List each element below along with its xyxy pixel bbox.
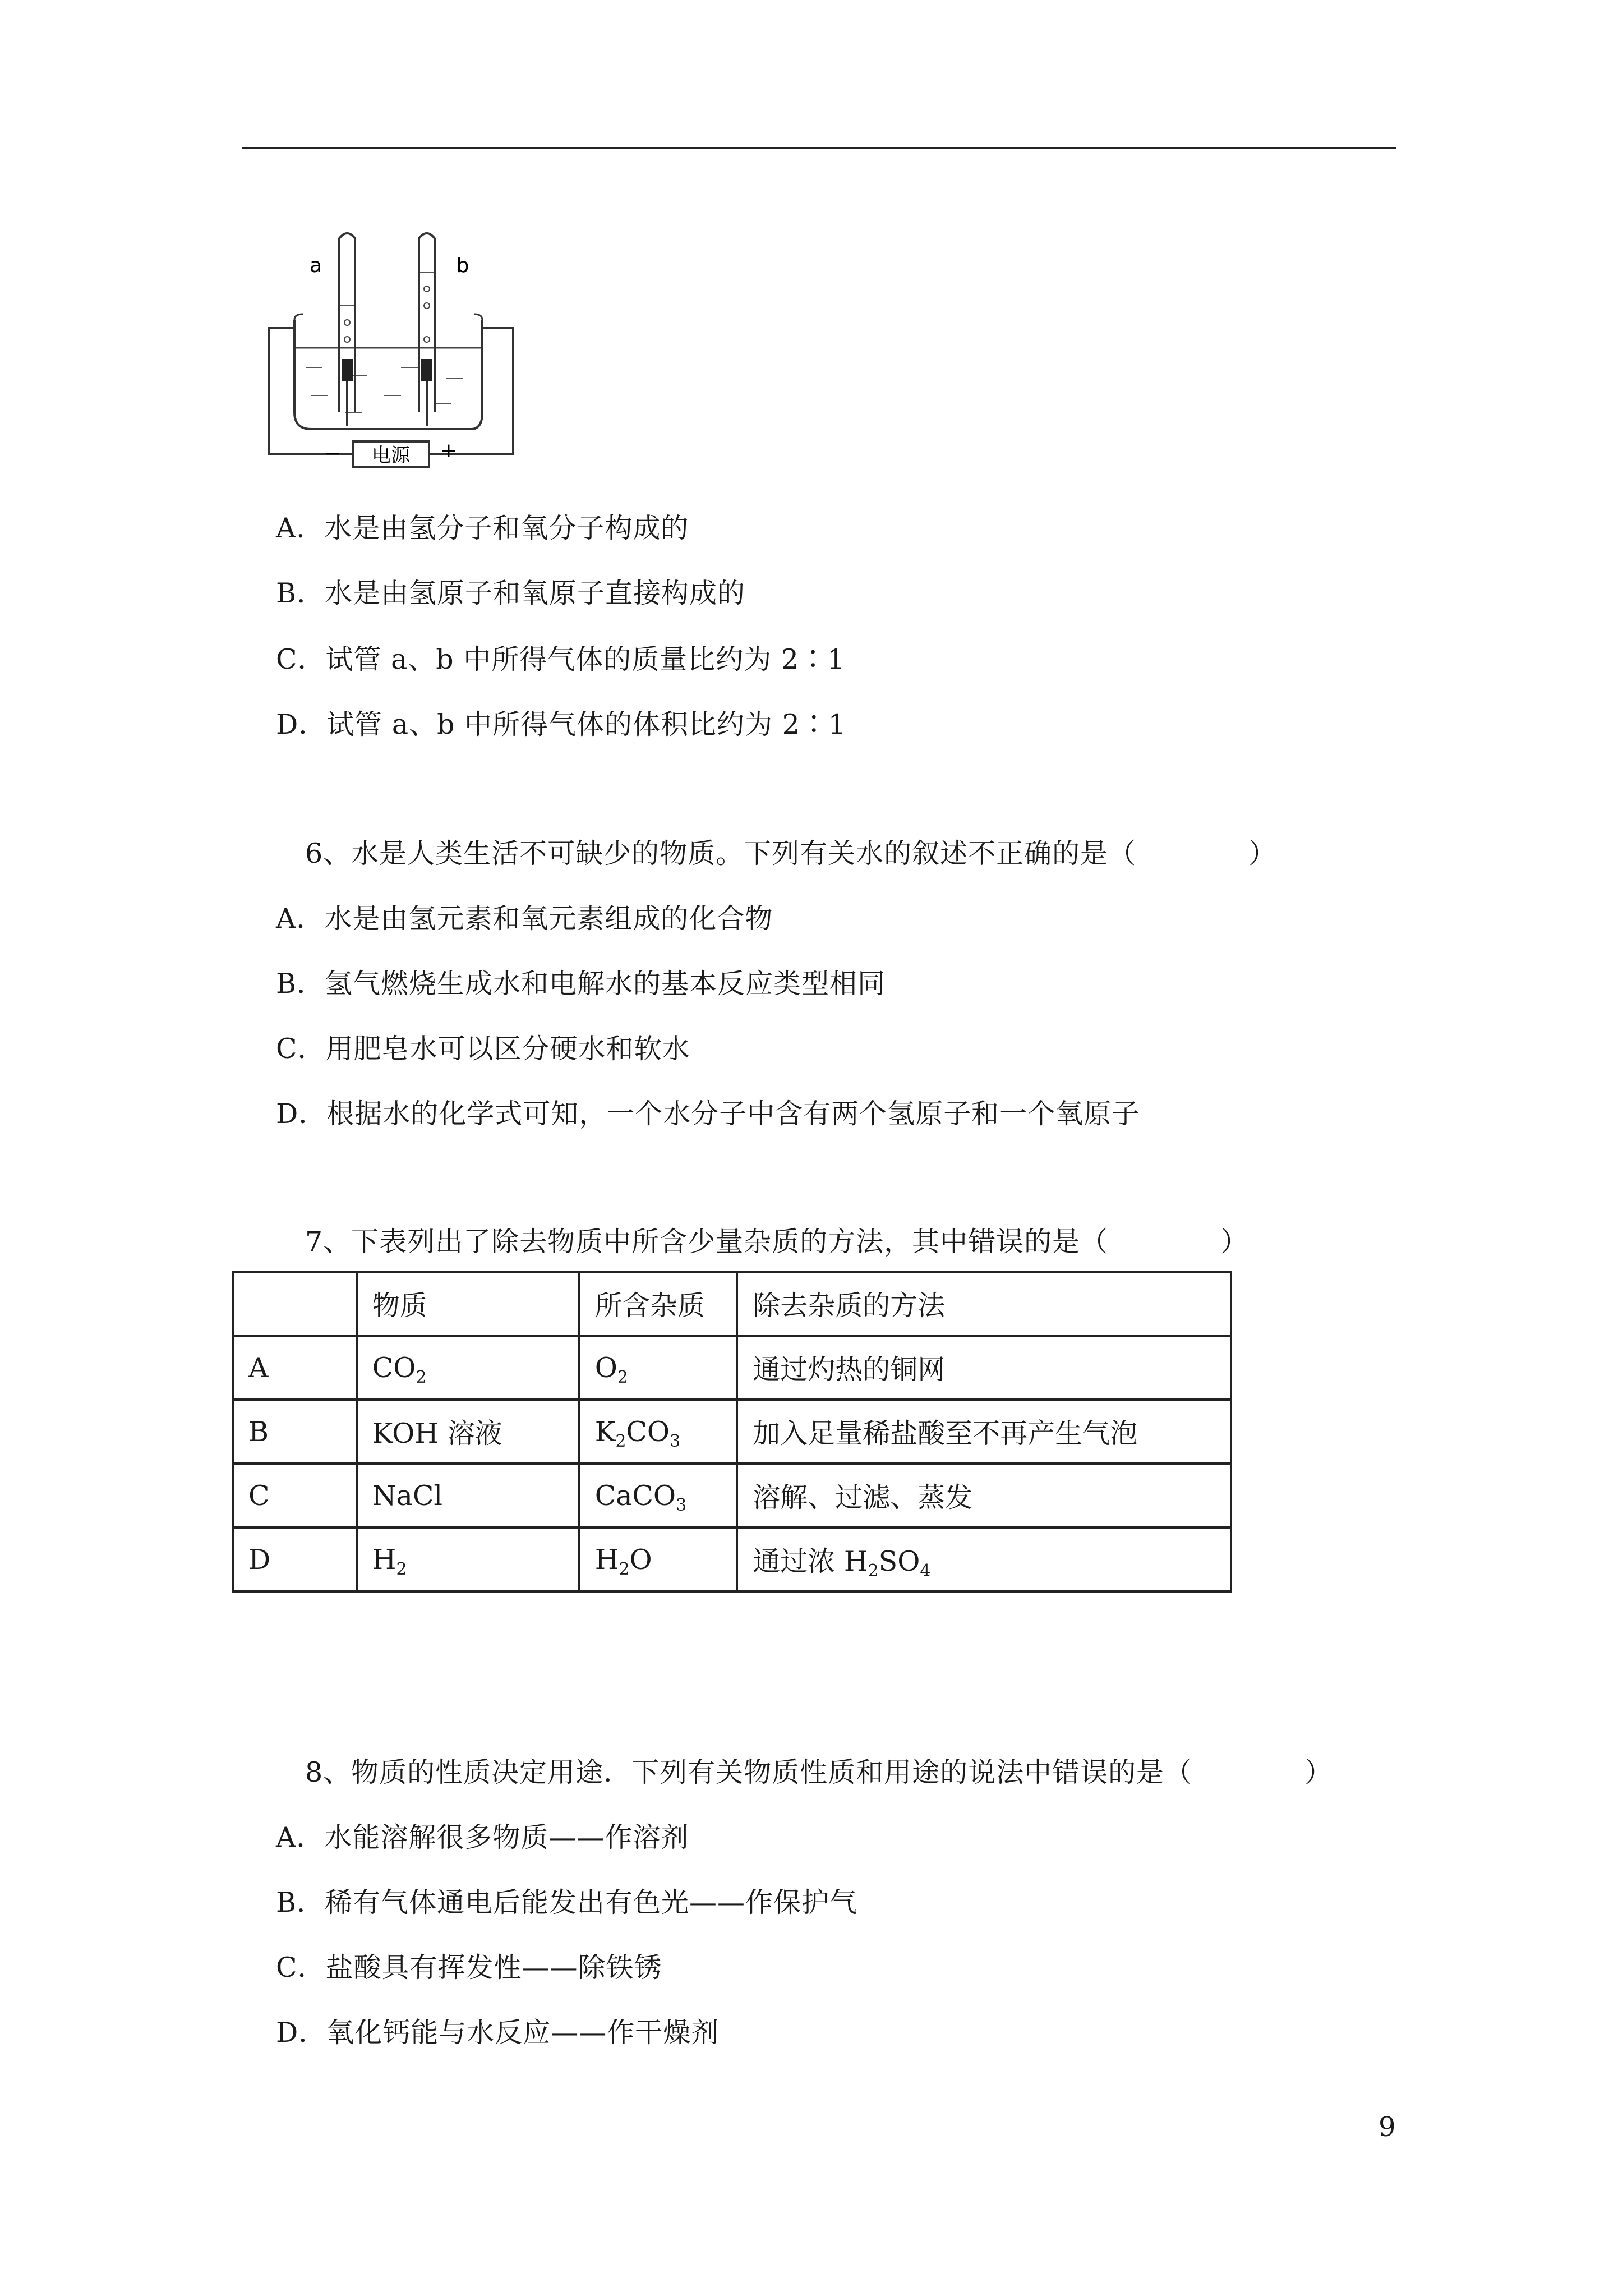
header-rule <box>242 147 1396 149</box>
q6-option-b: B．氢气燃烧生成水和电解水的基本反应类型相同 <box>276 968 886 1000</box>
method-cell: 通过浓 $H_2SO_4$ <box>737 1527 1231 1591</box>
table-header-cell: 所含杂质 <box>579 1272 737 1336</box>
substance-cell: NaCl <box>357 1464 579 1527</box>
table-row <box>233 1527 1231 1591</box>
table-row <box>233 1400 1231 1464</box>
table-header-cell <box>233 1272 357 1336</box>
substance-cell: KOH 溶液 <box>357 1400 579 1464</box>
table-header-cell: 物质 <box>357 1272 579 1336</box>
table-row <box>233 1336 1231 1400</box>
impurity-cell: $O_2$ <box>579 1336 737 1400</box>
row-key: A <box>233 1336 357 1400</box>
substance-cell: $CO_2$ <box>357 1336 579 1400</box>
tube-a-label: a <box>309 254 322 277</box>
q5-option-d: D．试管 a、b 中所得气体的体积比约为 2∶1 <box>276 708 846 740</box>
q8-option-b: B．稀有气体通电后能发出有色光——作保护气 <box>276 1887 858 1918</box>
method-cell: 加入足量稀盐酸至不再产生气泡 <box>737 1400 1231 1464</box>
q6-option-d: D．根据水的化学式可知，一个水分子中含有两个氢原子和一个氧原子 <box>276 1098 1140 1130</box>
table-header-cell: 除去杂质的方法 <box>737 1272 1231 1336</box>
table-header-row <box>233 1272 1231 1336</box>
q5-option-b: B．水是由氢原子和氧原子直接构成的 <box>276 577 746 609</box>
impurity-table <box>232 1271 1232 1593</box>
q5-option-a: A．水是由氢分子和氧分子构成的 <box>276 512 689 544</box>
plus-sign: + <box>440 439 458 462</box>
row-key: B <box>233 1400 357 1464</box>
q8-option-c: C．盐酸具有挥发性——除铁锈 <box>276 1952 662 1984</box>
q8-option-a: A．水能溶解很多物质——作溶剂 <box>276 1821 689 1853</box>
method-cell: 通过灼热的铜网 <box>737 1336 1231 1400</box>
q6-option-c: C．用肥皂水可以区分硬水和软水 <box>276 1033 690 1065</box>
page-number: 9 <box>1378 2111 1396 2143</box>
q8-stem: 8、物质的性质决定用途．下列有关物质性质和用途的说法中错误的是（ ） <box>305 1756 1333 1788</box>
q8-option-d: D．氧化钙能与水反应——作干燥剂 <box>276 2017 720 2049</box>
table-row <box>233 1464 1231 1527</box>
minus-sign: − <box>324 442 342 465</box>
row-key: C <box>233 1464 357 1527</box>
power-supply-label: 电源 <box>372 444 410 467</box>
method-cell: 溶解、过滤、蒸发 <box>737 1464 1231 1527</box>
q7-stem: 7、下表列出了除去物质中所含少量杂质的方法，其中错误的是（ ） <box>305 1226 1249 1258</box>
impurity-cell: CaCO$_3$ <box>579 1464 737 1527</box>
tube-b-label: b <box>456 254 469 277</box>
row-key: D <box>233 1527 357 1591</box>
q6-stem: 6、水是人类生活不可缺少的物质。下列有关水的叙述不正确的是（ ） <box>305 838 1277 869</box>
substance-cell: $H_2$ <box>357 1527 579 1591</box>
q6-option-a: A．水是由氢元素和氧元素组成的化合物 <box>276 903 773 935</box>
electrolysis-diagram <box>261 227 522 474</box>
impurity-cell: $K_2CO_3$ <box>579 1400 737 1464</box>
impurity-cell: $H_2O$ <box>579 1527 737 1591</box>
q5-option-c: C．试管 a、b 中所得气体的质量比约为 2∶1 <box>276 643 846 675</box>
